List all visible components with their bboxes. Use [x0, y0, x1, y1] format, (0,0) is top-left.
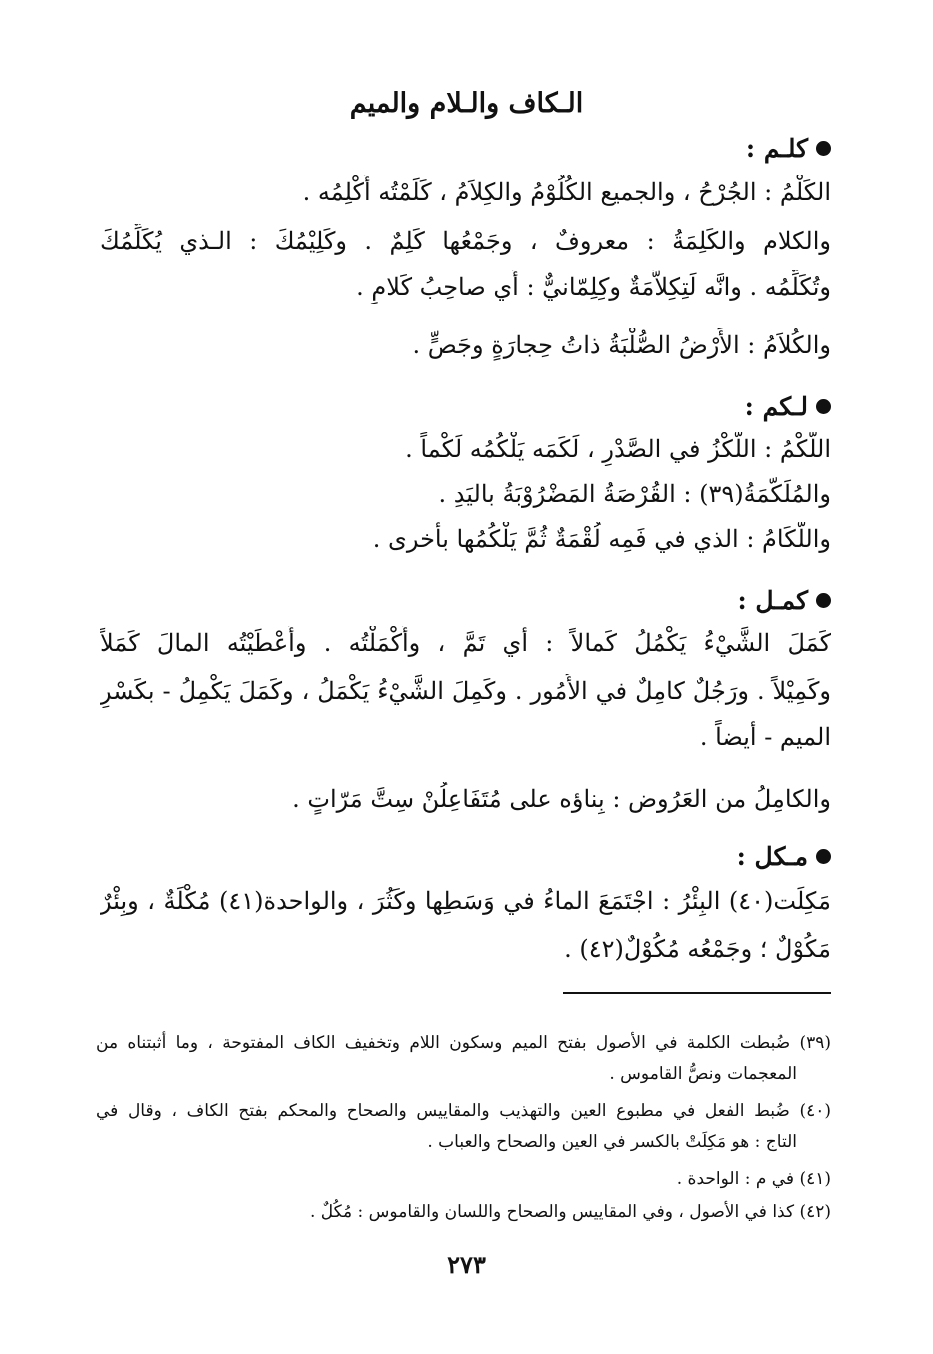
text-line: مَكُوْلٌ ؛ وجَمْعُه مُكُوْلٌ(٤٢) .	[564, 935, 831, 963]
text-line: والكُلاَمُ : الأَرْضُ الصُّلْبَةُ ذاتُ حِجارَةٍ وجَصٍّ .	[412, 331, 831, 359]
text-line: وتُكَلِّمُه . وانَّه لَتِكِلاَّمَةٌ وكِلِمّانيٌّ : أَي صاحِبُ كَلامٍ .	[356, 273, 831, 301]
page-header: الـكاف والـلام والميم	[349, 88, 584, 119]
text-line: وكَمِيْلاً . ورَجُلٌ كامِلٌ في الأُمُور . وكَمِلَ الشَّيْءُ يَكْمَلُ ، وكَمَلَ يَكْمِلُ - بكَسْرِ	[100, 677, 831, 705]
entry-title-text: كمـل :	[737, 586, 808, 615]
text-line: واللُّكَامُ : الذي في فَمِه لُقْمَةٌ ثُمَّ يَلْكُمُها بأُخرى .	[372, 525, 831, 553]
entry-title-klm	[746, 134, 831, 163]
text-line: الكَلْمُ : الجُرْحُ ، والجميع الكُلُوْمُ والكِلاَمُ ، كَلَمْتُه أَكْلِمُه .	[302, 178, 831, 206]
entry-title-mkl	[737, 842, 831, 871]
text-line: والكامِلُ من العَرُوض : بِناؤه على مُتَفَاعِلُنْ سِتَّ مَرّاتٍ .	[292, 785, 831, 813]
bullet-icon	[816, 141, 831, 156]
footnote-line: (٤١) في م : الواحدة .	[676, 1169, 831, 1189]
entry-title-lkm	[745, 392, 831, 421]
entry-title-text: كلـم :	[745, 134, 808, 163]
footnote-separator	[563, 992, 831, 994]
entry-title-text: مـكل :	[736, 842, 808, 871]
bullet-icon	[816, 593, 831, 608]
text-line: الميم - أيضاً .	[699, 723, 831, 751]
page-number: ٢٧٣	[447, 1250, 486, 1279]
bullet-icon	[816, 849, 831, 864]
entry-title-kml	[737, 586, 831, 615]
text-line: اللَّكْمُ : اللَّكْزُ في الصَّدْرِ ، لَكَمَه يَلْكُمُه لَكْماً .	[405, 435, 831, 463]
footnote-line: (٣٩) ضُبطت الكلمة في الأصول بفتح الميم وسكون اللام وتخفيف الكاف المفتوحة ، وما أثبتناه من	[96, 1033, 831, 1053]
text-line: والكلام والكَلِمَةُ : معروفٌ ، وجَمْعُها كَلِمٌ . وكَلِيْمُكَ : الـذي يُكَلِّمُكَ	[100, 227, 831, 255]
text-line: مَكِلَت(٤٠) البِئْرُ : اجْتَمَعَ الماءُ في وَسَطِها وكَثُرَ ، والواحدة(٤١) مُكْلَةٌ ، وبِئْرٌ	[100, 887, 831, 915]
footnote-line: (٤٢) كذا في الأصول ، وفي المقاييس والصحاح واللسان والقاموس : مُكُلٌ .	[309, 1202, 831, 1222]
bullet-icon	[816, 399, 831, 414]
footnote-line: التاج : هو مَكِلَتْ بالكسر في العين والصحاح والعباب .	[427, 1132, 797, 1152]
text-line: والمُلَكَّمَةُ(٣٩) : القُرْصَةُ المَضْرُوْبَةُ باليَدِ .	[438, 480, 831, 508]
footnote-line: المعجمات ونصُّ القاموس .	[609, 1064, 797, 1084]
entry-title-text: لـكم :	[744, 392, 808, 421]
text-line: كَمَلَ الشَّيْءُ يَكْمُلُ كَمالاً : أي تَمَّ ، وأَكْمَلْتُه . وأَعْطَيْتُه المالَ كَمَلاً	[100, 629, 831, 657]
footnote-line: (٤٠) ضُبط الفعل في مطبوع العين والتهذيب والمقاييس والصحاح والمحكم بفتح الكاف ، وقال في	[96, 1101, 831, 1121]
